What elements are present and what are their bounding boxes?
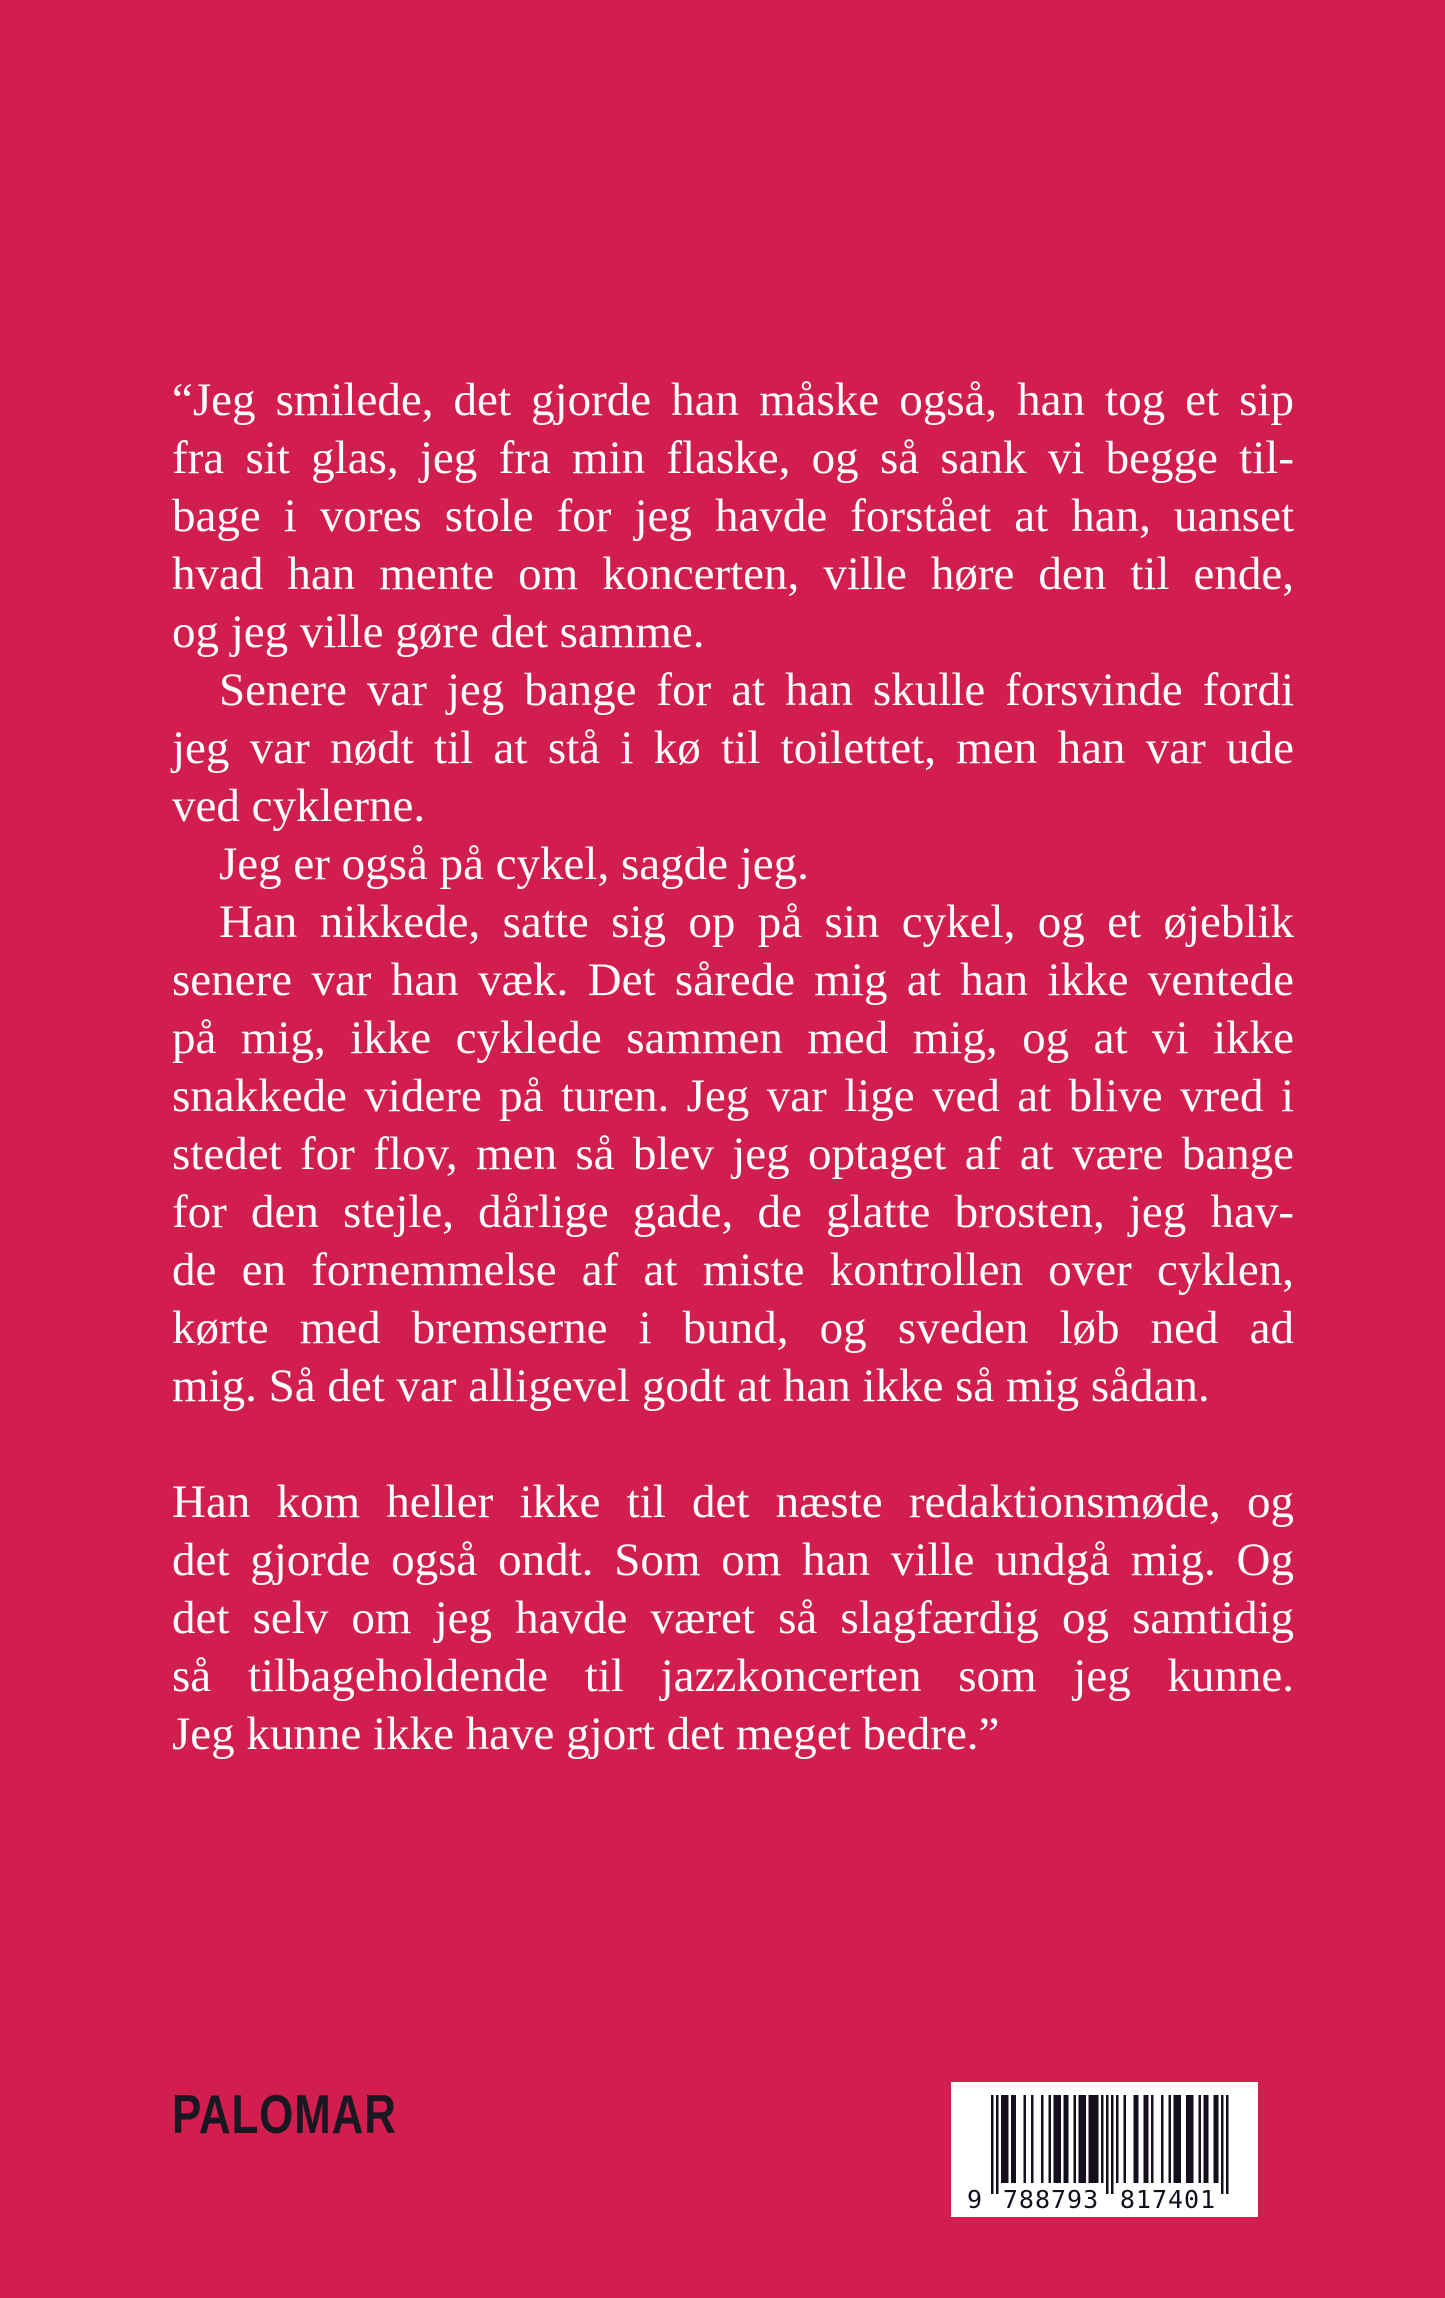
blurb-line: på mig, ikke cyklede sammen med mig, og at vi ikke [172,1012,1294,1064]
blurb-paragraph [172,1473,1294,1763]
blurb-line: Jeg kunne ikke have gjort det meget bedre.” [172,1708,1000,1760]
barcode-bars [951,2082,1258,2217]
blurb-line: Senere var jeg bange for at han skulle forsvinde fordi [219,664,1294,716]
blurb-text [172,371,1294,1763]
blurb-line: det gjorde også ondt. Som om han ville undgå mig. Og [172,1534,1294,1586]
blurb-line: bage i vores stole for jeg havde forstået at han, uanset [172,490,1294,542]
blurb-line: så tilbageholdende til jazzkoncerten som jeg kunne. [172,1650,1294,1702]
publisher-logo: PALOMAR [172,2083,397,2145]
blurb-line: senere var han væk. Det sårede mig at han ikke ventede [172,954,1294,1006]
blurb-line: mig. Så det var alligevel godt at han ikke så mig sådan. [172,1360,1210,1412]
blurb-line: ved cyklerne. [172,780,426,832]
barcode [951,2082,1258,2217]
blurb-line: det selv om jeg havde været så slagfærdig og samtidig [172,1592,1294,1644]
blurb-line: jeg var nødt til at stå i kø til toilettet, men han var ude [172,722,1294,774]
blurb-paragraph [172,661,1294,835]
barcode-digit-first: 9 [966,2185,984,2214]
blurb-line: “Jeg smilede, det gjorde han måske også, han tog et sip [172,374,1294,426]
blurb-line: Jeg er også på cykel, sagde jeg. [219,838,809,890]
blurb-line: de en fornemmelse af at miste kontrollen over cyklen, [172,1244,1294,1296]
blurb-paragraph [172,835,1294,893]
blurb-line: hvad han mente om koncerten, ville høre den til ende, [172,548,1294,600]
blurb-line: for den stejle, dårlige gade, de glatte brosten, jeg hav- [172,1186,1294,1238]
blurb-line: og jeg ville gøre det samme. [172,606,705,658]
barcode-digits-left: 788793 [1002,2185,1100,2214]
barcode-digits-right: 817401 [1119,2185,1217,2214]
blurb-line: snakkede videre på turen. Jeg var lige ved at blive vred i [172,1070,1294,1122]
blurb-line: fra sit glas, jeg fra min flaske, og så sank vi begge til- [172,432,1294,484]
blurb-line: stedet for flov, men så blev jeg optaget af at være bange [172,1128,1294,1180]
blurb-line: kørte med bremserne i bund, og sveden løb ned ad [172,1302,1294,1354]
blurb-paragraph [172,893,1294,1415]
blurb-paragraph [172,371,1294,661]
blurb-line: Han nikkede, satte sig op på sin cykel, og et øjeblik [219,896,1294,948]
blurb-line: Han kom heller ikke til det næste redaktionsmøde, og [172,1476,1294,1528]
